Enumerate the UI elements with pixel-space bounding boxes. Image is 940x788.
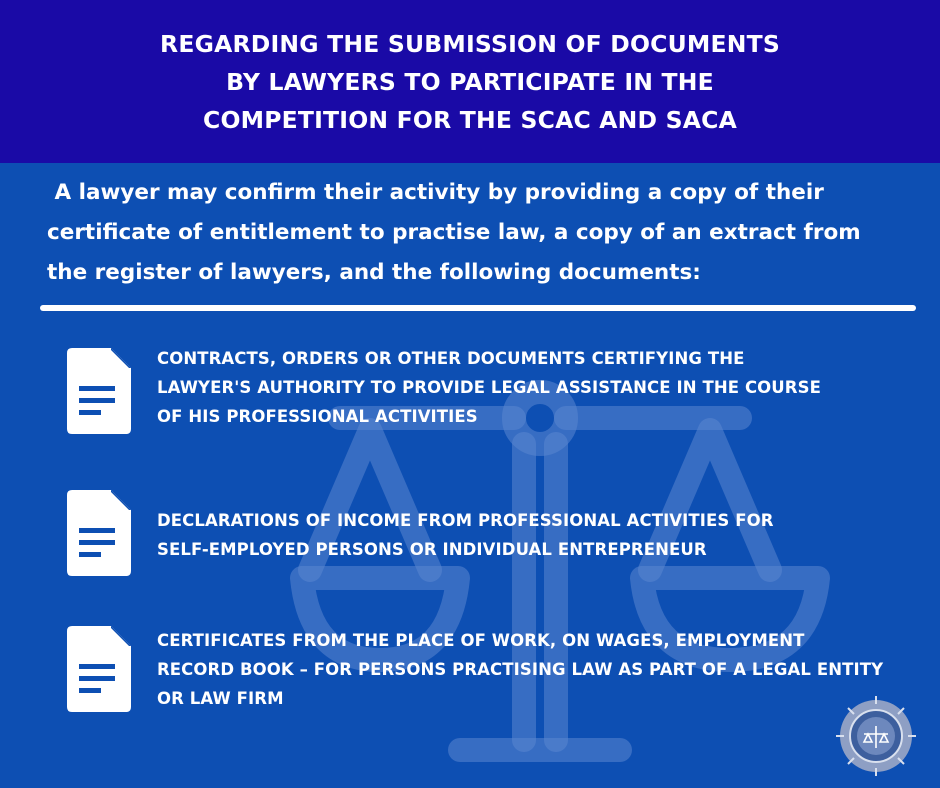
- item-text: [157, 626, 917, 713]
- document-icon: [67, 626, 131, 712]
- item-text: [157, 344, 917, 431]
- intro-paragraph: [47, 173, 907, 293]
- item-line: SELF-EMPLOYED PERSONS OR INDIVIDUAL ENTREPRENEUR: [157, 540, 707, 559]
- item-line: CERTIFICATES FROM THE PLACE OF WORK, ON WAGES, EMPLOYMENT: [157, 631, 805, 650]
- title-line-3: COMPETITION FOR THE SCAC AND SACA: [203, 105, 737, 134]
- item-text: [157, 506, 917, 564]
- intro-line: the register of lawyers, and the following documents:: [47, 260, 701, 285]
- document-icon: [67, 490, 131, 576]
- item-line: CONTRACTS, ORDERS OR OTHER DOCUMENTS CERTIFYING THE: [157, 349, 745, 368]
- item-line: OF HIS PROFESSIONAL ACTIVITIES: [157, 407, 478, 426]
- header-banner: [0, 0, 940, 163]
- intro-line: certificate of entitlement to practise law, a copy of an extract from: [47, 220, 861, 245]
- title-line-2: BY LAWYERS TO PARTICIPATE IN THE: [226, 67, 714, 96]
- document-icon: [67, 348, 131, 434]
- item-line: RECORD BOOK – FOR PERSONS PRACTISING LAW AS PART OF A LEGAL ENTITY: [157, 660, 884, 679]
- item-line: LAWYER'S AUTHORITY TO PROVIDE LEGAL ASSISTANCE IN THE COURSE: [157, 378, 821, 397]
- intro-line: A lawyer may confirm their activity by providing a copy of their: [47, 180, 824, 205]
- item-line: DECLARATIONS OF INCOME FROM PROFESSIONAL ACTIVITIES FOR: [157, 511, 774, 530]
- title-line-1: REGARDING THE SUBMISSION OF DOCUMENTS: [160, 29, 780, 58]
- emblem-seal-icon: [836, 696, 916, 776]
- divider: [40, 305, 916, 311]
- item-line: OR LAW FIRM: [157, 689, 284, 708]
